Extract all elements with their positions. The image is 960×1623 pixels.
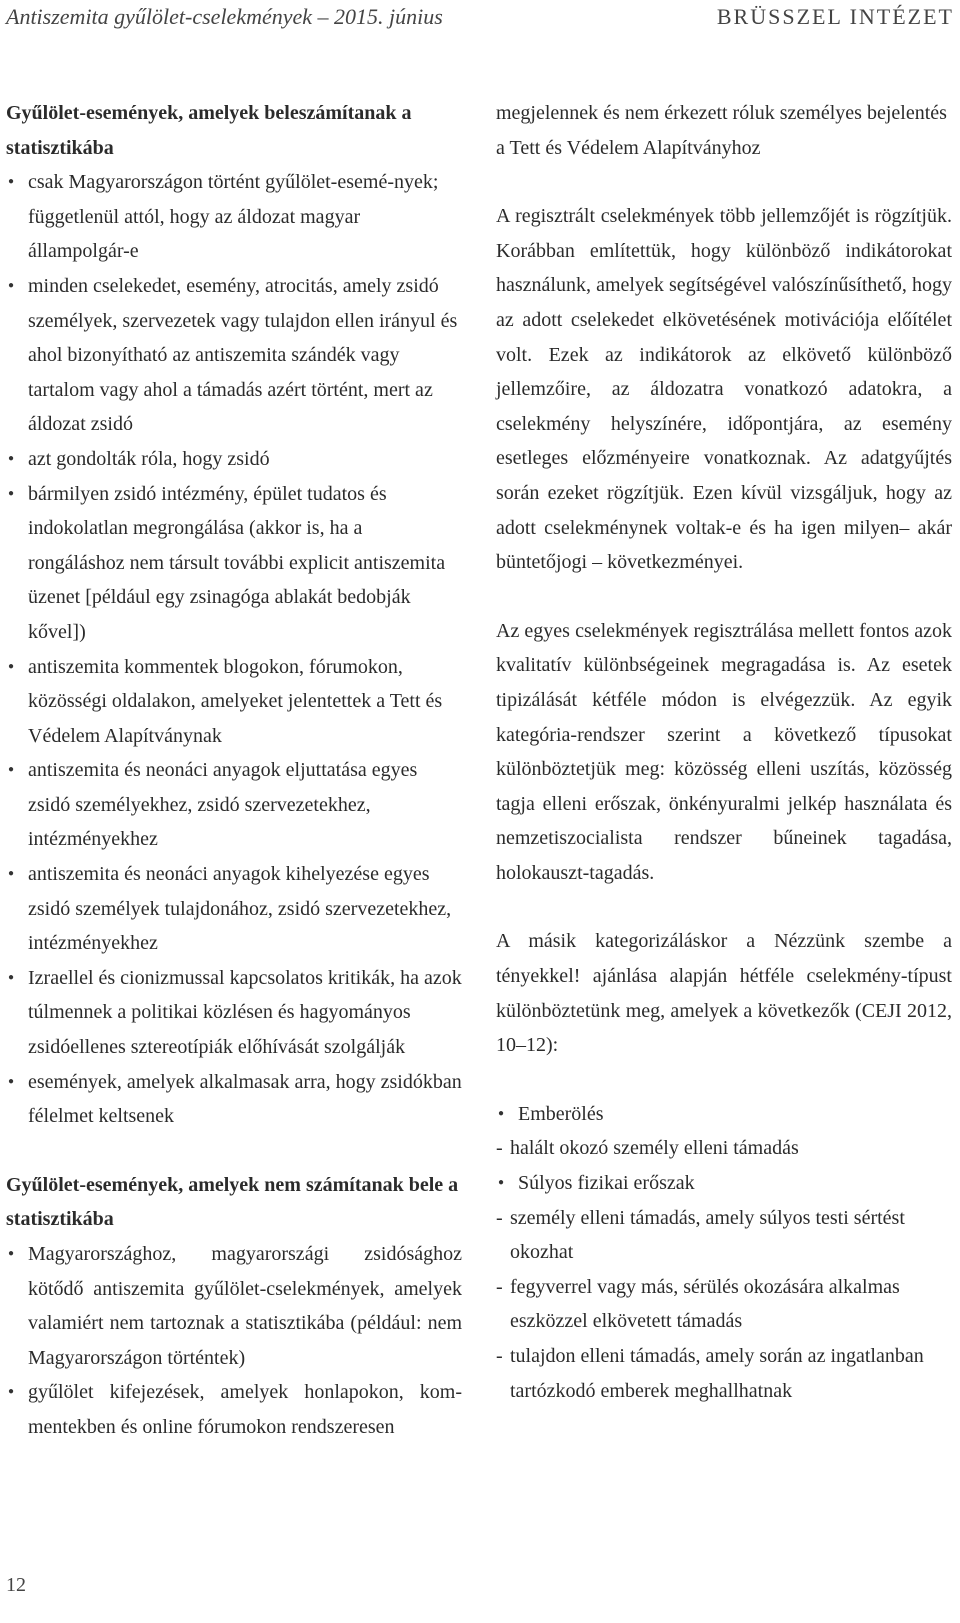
sub-item: - személy elleni támadás, amely súlyos testi sértést okozhat <box>496 1206 905 1264</box>
sub-item-text: fegyverrel vagy más, sérülés okozására alkalmas eszközzel elkövetett támadás <box>510 1275 900 1333</box>
list-item: ● gyűlölet kifejezések, amelyek honlapokon, kom-mentekben és online fórumokon rendszeresen <box>6 1375 462 1444</box>
header-title: Antiszemita gyűlölet-cselekmények – 2015. június <box>6 4 443 29</box>
list-item: ● csak Magyarországon történt gyűlölet-esemé-nyek; függetlenül attól, hogy az áldozat magyar állampolgár-e <box>6 165 462 269</box>
list-item: ● minden cselekedet, esemény, atrocitás, amely zsidó személyek, szervezetek vagy tulajdon ellen irányul és ahol bizonyítható az antiszemita szándék vagy tartalom vagy ahol a támadás azért történt, mert az áldozat zsidó <box>6 269 462 442</box>
list-item: ● események, amelyek alkalmasak arra, hogy zsidókban félelmet keltsenek <box>6 1065 462 1134</box>
running-header <box>0 0 960 34</box>
category-item <box>496 1166 952 1201</box>
list-item: ● bármilyen zsidó intézmény, épület tudatos és indokolatlan megrongálása (akkor is, ha a rongáláshoz nem társult további explicit antiszemita üzenet [például egy zsinagóga ablakát bedobják kővel]) <box>6 477 462 650</box>
list-item: ● antiszemita kommentek blogokon, fórumokon, közösségi oldalakon, amelyeket jelentettek a Tett és Védelem Alapítványnak <box>6 650 462 754</box>
paragraph: A másik kategorizáláskor a Nézzünk szembe a tényekkel! ajánlása alapján hétféle cselekmény-típust különböztetünk meg, amelyek a következők (CEJI 2012, 10–12): <box>496 930 952 1057</box>
paragraph: A regisztrált cselekmények több jellemzőjét is rögzítjük. Korábban említettük, hogy különböző indikátorokat használunk, amelyek segítségével valószínűsíthető, hogy az adott cselekedet elkövetésének motivációja előítélet volt. Ezek az indikátorok az elkövető különböző jellemzőire, az áldozatra vonatkozó adatokra, a cselekmény helyszínére, időpontjára, az esemény esetleges előzményeire vonatkoznak. Az adatgyűjtés során ezeket rögzítjük. Ezen kívül vizsgáljuk, hogy az adott cselekménynek voltak-e és ha igen milyen– akár büntetőjogi – következményei. <box>496 205 952 574</box>
category-name: Súlyos fizikai erőszak <box>518 1172 695 1195</box>
paragraph: Az egyes cselekmények regisztrálása mellett fontos azok kvalitatív különbségeinek megragadása is. Az esetek tipizálását kétféle módon is elvégezzük. Az egyik kategória-rendszer szerint a következő típusokat különböztetjük meg: közösség elleni uszítás, közösség tagja elleni erőszak, önkényuralmi jelkép használata és nemzetiszocialista rendszer bűneinek tagadása, holokauszt-tagadás. <box>496 619 952 884</box>
sub-item-text: személy elleni támadás, amely súlyos testi sértést okozhat <box>510 1206 905 1264</box>
sub-item: - tulajdon elleni támadás, amely során az ingatlanban tartózkodó emberek meghallhatnak <box>496 1345 924 1402</box>
category-list <box>496 1097 952 1132</box>
list-item: ● Izraellel és cionizmussal kapcsolatos kritikák, ha azok túlmennek a politikai közlésen és hagyományos zsidóellenes sztereotípiák előhívását szolgálják <box>6 961 462 1065</box>
left-column <box>6 96 462 1445</box>
list-item: ● azt gondolták róla, hogy zsidó <box>6 442 462 477</box>
section-heading-included: Gyűlölet-események, amelyek beleszámítanak a statisztikába <box>6 102 412 159</box>
sub-item-text: halált okozó személy elleni támadás <box>510 1137 799 1160</box>
list-item: ● Magyarországhoz, magyarországi zsidósághoz kötődő antiszemita gyűlölet-cselekmények, amelyek valamiért nem tartoznak a statisztikába (például: nem Magyarországon történtek) <box>6 1237 462 1375</box>
excluded-list <box>6 1237 462 1445</box>
continued-text: megjelennek és nem érkezett róluk személyes bejelentés a Tett és Védelem Alapítványhoz <box>496 102 947 159</box>
category-item <box>496 1097 952 1132</box>
right-column <box>496 96 952 1408</box>
sub-item: - halált okozó személy elleni támadás <box>496 1137 799 1160</box>
sub-item-text: tulajdon elleni támadás, amely során az ingatlanban tartózkodó emberek meghallhatnak <box>510 1345 924 1402</box>
category-name: Emberölés <box>518 1102 604 1125</box>
sub-item: - fegyverrel vagy más, sérülés okozására alkalmas eszközzel elkövetett támadás <box>496 1275 900 1333</box>
included-list <box>6 165 462 1134</box>
list-item: ● antiszemita és neonáci anyagok kihelyezése egyes zsidó személyek tulajdonához, zsidó szervezetekhez, intézményekhez <box>6 857 462 961</box>
header-publisher: BRÜSSZEL INTÉZET <box>716 4 954 29</box>
section-heading-excluded: Gyűlölet-események, amelyek nem számítanak bele a statisztikába <box>6 1173 459 1231</box>
category-list <box>496 1166 952 1201</box>
page-number: 12 <box>6 1574 26 1596</box>
list-item: ● antiszemita és neonáci anyagok eljuttatása egyes zsidó személyekhez, zsidó szervezetekhez, intézményekhez <box>6 753 462 857</box>
